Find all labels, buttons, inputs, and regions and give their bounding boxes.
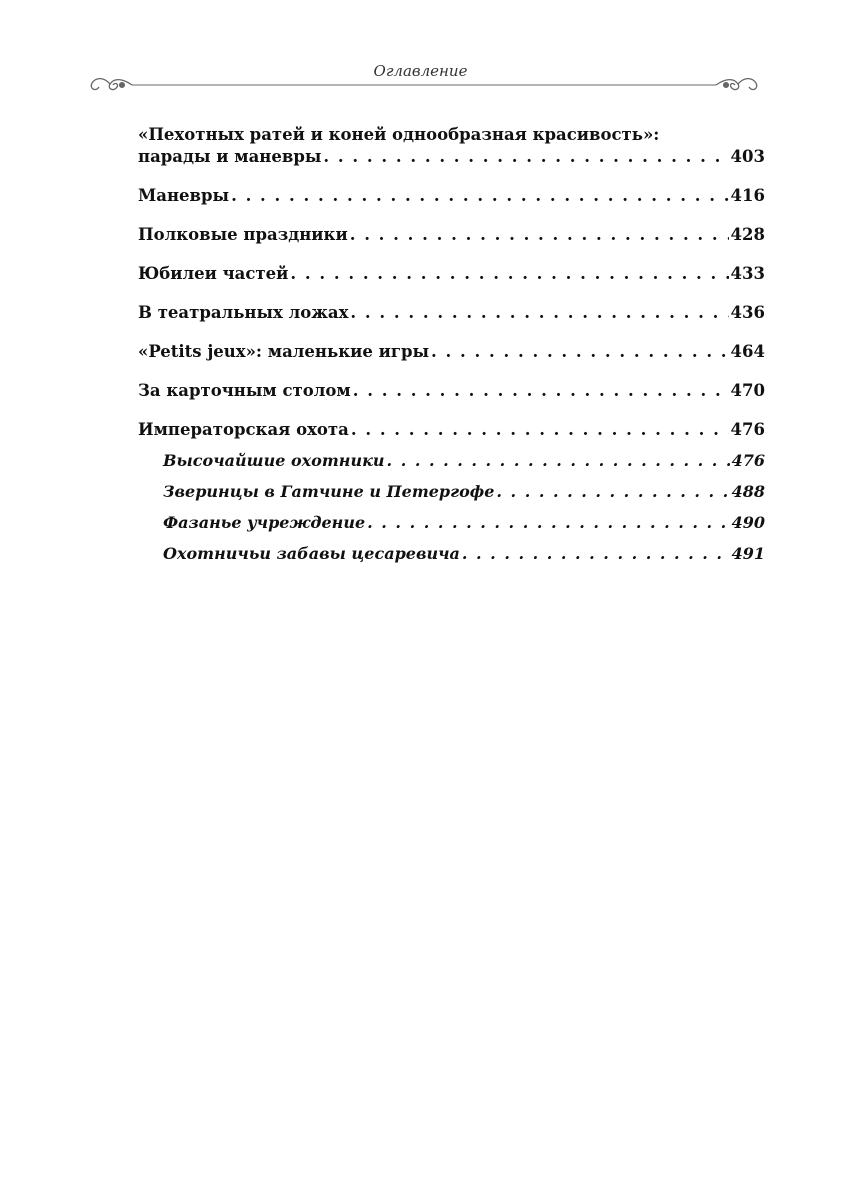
toc-entry-line: «Пехотных ратей и коней однообразная красивость»: [138,125,660,144]
toc-entry-title: За карточным столом [138,381,351,400]
toc-subentry[interactable] [138,450,765,472]
toc-subentry[interactable] [138,512,765,534]
toc-entry-title: Императорская охота [138,420,349,439]
toc-entry-title: парады и маневры [138,147,322,166]
toc-entry[interactable] [138,419,765,441]
toc-entry-title: Полковые праздники [138,225,348,244]
toc-page-number: 476 [731,451,765,470]
dot-leader [431,341,729,363]
toc-entry-title: Юбилеи частей [138,264,289,283]
dot-leader [350,302,728,324]
toc-page-number: 491 [731,544,765,563]
dot-leader [367,512,729,534]
toc-entry[interactable] [138,146,765,168]
toc-entry[interactable] [138,224,765,246]
toc-entry-title: В театральных ложах [138,303,349,322]
toc-entry[interactable] [138,185,765,207]
toc-entry-title: «Petits jeux»: маленькие игры [138,342,430,361]
toc-entry[interactable] [138,263,765,285]
toc-page-number: 436 [730,303,765,322]
toc-page-number: 490 [731,513,765,532]
toc-page-number: 488 [731,482,765,501]
dot-leader [323,146,728,168]
running-header-title: Оглавление [373,62,468,80]
dot-leader [350,224,729,246]
dot-leader [231,185,728,207]
toc-page-number: 416 [730,186,765,205]
toc-entry-title: Маневры [138,186,230,205]
toc-subentry-title: Высочайшие охотники [163,451,385,470]
toc-page-number: 433 [730,264,765,283]
toc-subentry-title: Фазанье учреждение [163,513,366,532]
toc-subentry-title: Зверинцы в Гатчине и Петергофе [163,482,495,501]
toc-entry[interactable] [138,302,765,324]
dot-leader [496,481,729,503]
toc-entry[interactable] [138,341,765,363]
dot-leader [353,380,729,402]
toc-entry[interactable] [138,380,765,402]
toc-subentry-title: Охотничьи забавы цесаревича [163,544,460,563]
toc-page-number: 428 [730,225,765,244]
toc-page-number: 403 [730,147,765,166]
dot-leader [387,450,730,472]
table-of-contents [138,124,765,574]
dot-leader [351,419,729,441]
toc-subentry[interactable] [138,543,765,565]
toc-page-number: 476 [730,420,765,439]
toc-page-number: 470 [730,381,765,400]
ornamental-rule [84,72,764,98]
toc-subentry[interactable] [138,481,765,503]
dot-leader [462,543,730,565]
dot-leader [290,263,728,285]
toc-page-number: 464 [730,342,765,361]
